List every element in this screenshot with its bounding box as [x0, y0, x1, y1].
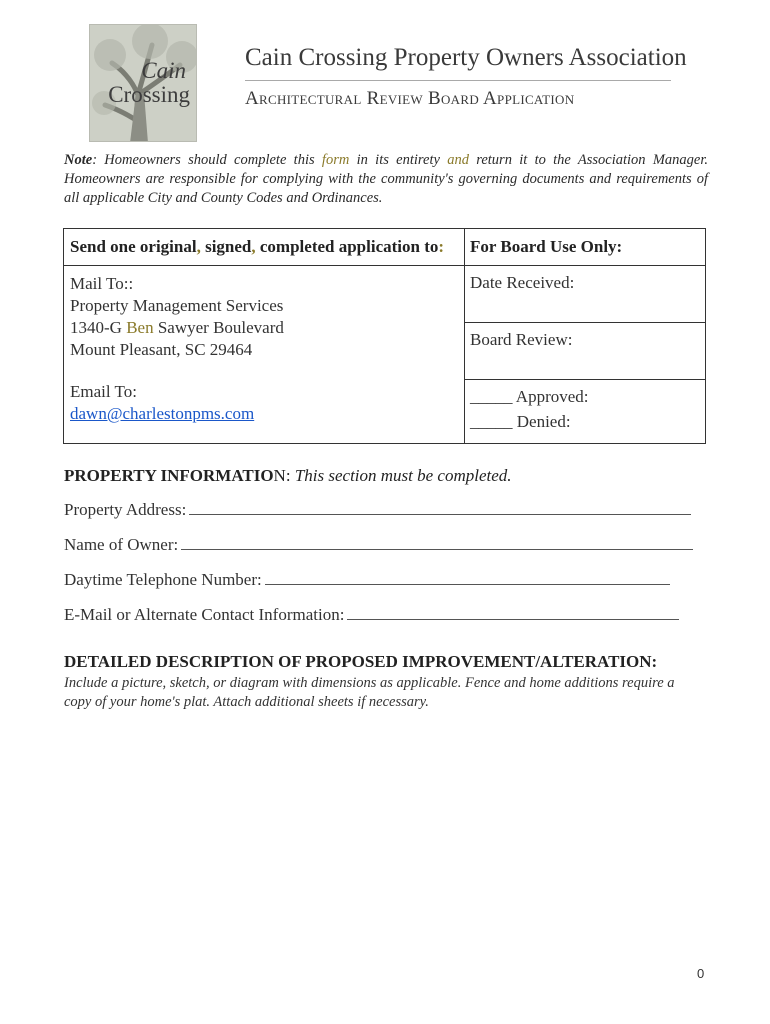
note-text-2: in its entirety — [349, 152, 448, 168]
address-spacer — [70, 361, 284, 381]
header-divider — [245, 80, 671, 81]
city-state-zip: Mount Pleasant, SC 29464 — [70, 340, 253, 359]
description-instructions: Include a picture, sketch, or diagram with dimensions as applicable. Fence and home additions require a copy of your home's plat. Attach additional sheets if necessary. — [64, 675, 675, 710]
note-label: Note — [64, 152, 93, 168]
logo-text-line1: Cain — [141, 58, 186, 83]
telephone-row — [64, 570, 670, 590]
property-info-heading-note: This section must be completed. — [294, 466, 512, 485]
send-to-heading-part2: signed — [200, 237, 252, 256]
property-info-heading-bold: PROPERTY INFORMATIO — [64, 466, 274, 485]
table-row-divider-2 — [464, 379, 706, 380]
alternate-contact-label: E-Mail or Alternate Contact Information: — [64, 605, 345, 624]
property-address-row — [64, 500, 691, 520]
note-text-1: : Homeowners should complete this — [92, 152, 322, 168]
telephone-field[interactable] — [265, 571, 670, 585]
property-address-field[interactable] — [189, 501, 691, 515]
instructions-note — [64, 151, 708, 208]
denied-label: _____ Denied: — [470, 412, 571, 431]
company-name: Property Management Services — [70, 296, 284, 315]
street-name: Sawyer Boulevard — [153, 318, 284, 337]
note-word-and: and — [447, 152, 469, 168]
note-word-form: form — [321, 152, 350, 168]
submission-table — [63, 228, 706, 444]
board-use-heading: For Board Use Only: — [470, 237, 623, 256]
table-row-divider-1 — [464, 322, 706, 323]
email-to-label: Email To: — [70, 382, 137, 401]
send-to-heading-comma2: , — [251, 237, 256, 256]
send-to-heading — [70, 237, 444, 257]
mail-to-label: Mail To:: — [70, 274, 134, 293]
form-subtitle: Architectural Review Board Application — [245, 88, 575, 109]
street-number: 1340-G — [70, 318, 127, 337]
alternate-contact-field[interactable] — [347, 606, 679, 620]
email-link[interactable]: dawn@charlestonpms.com — [70, 404, 255, 423]
send-to-heading-comma1: , — [196, 237, 201, 256]
telephone-label: Daytime Telephone Number: — [64, 570, 262, 589]
owner-name-row — [64, 535, 693, 555]
table-column-divider — [464, 229, 465, 443]
send-to-heading-colon: : — [438, 237, 445, 256]
page-number: 0 — [697, 966, 705, 981]
owner-name-field[interactable] — [181, 536, 693, 550]
date-received-label: Date Received: — [470, 273, 575, 292]
property-info-heading — [64, 466, 512, 486]
send-to-heading-part1: Send one original — [70, 237, 197, 256]
mailing-address-block — [70, 273, 284, 425]
property-info-heading-colon: : — [285, 466, 295, 485]
table-header-divider — [64, 265, 705, 266]
association-logo — [89, 24, 197, 142]
street-address — [70, 317, 284, 339]
property-info-heading-n: N — [273, 466, 286, 485]
note-text-3: return it to the Association Manager. Homeowners are responsible for complying with the community's governing documents and requirements of all applicable City and County Codes and Ordinances. — [64, 152, 708, 206]
association-title: Cain Crossing Property Owners Association — [245, 44, 687, 71]
board-review-label: Board Review: — [470, 330, 573, 349]
send-to-heading-part3: completed application to — [255, 237, 439, 256]
logo-text-line2: Crossing — [108, 82, 190, 107]
street-ben: Ben — [126, 318, 154, 337]
owner-name-label: Name of Owner: — [64, 535, 179, 554]
property-address-label: Property Address: — [64, 500, 187, 519]
approved-label: _____ Approved: — [470, 387, 589, 406]
alternate-contact-row — [64, 605, 679, 625]
description-heading: DETAILED DESCRIPTION OF PROPOSED IMPROVEMENT/ALTERATION: — [64, 652, 658, 671]
